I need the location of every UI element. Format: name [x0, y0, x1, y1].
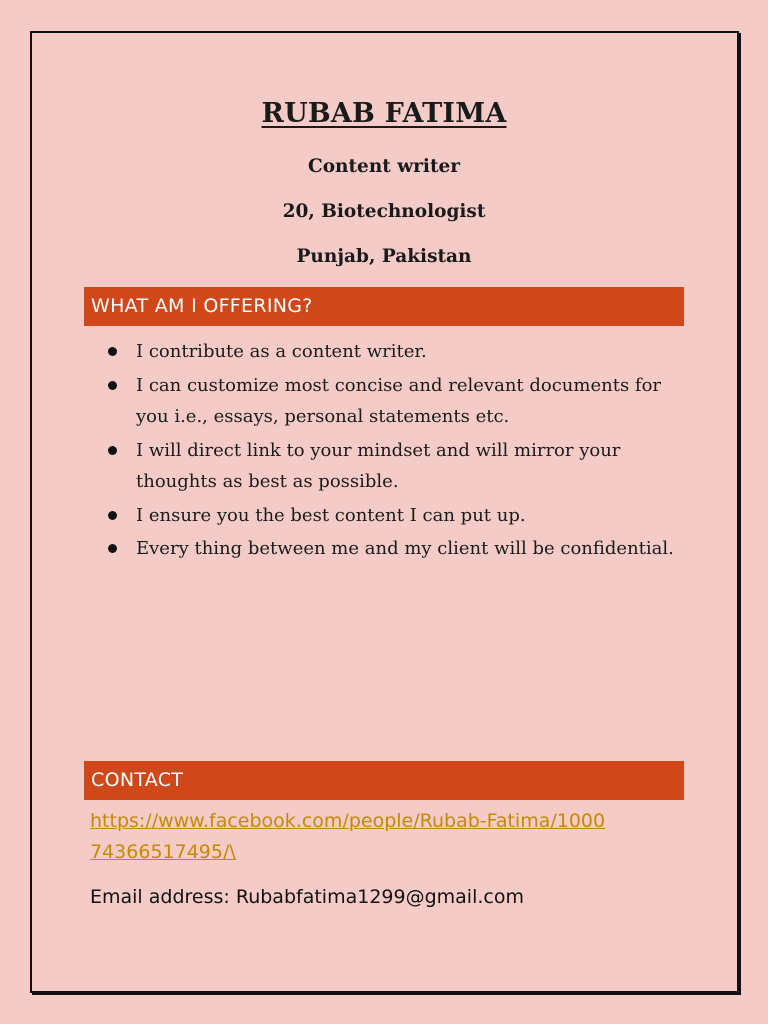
list-item [108, 336, 678, 368]
offering-section-heading: WHAT AM I OFFERING? [84, 287, 684, 326]
bullet-icon [108, 511, 117, 520]
job-title: Content writer [307, 156, 461, 177]
list-item-text: I ensure you the best content I can put up. [136, 504, 526, 526]
list-item [108, 370, 678, 433]
list-item-text: I will direct link to your mindset and will mirror your thoughts as best as possible. [136, 439, 621, 492]
bullet-icon [108, 381, 117, 390]
list-item-text: I can customize most concise and relevant documents for you i.e., essays, personal statements etc. [136, 374, 662, 427]
contact-section-heading: CONTACT [84, 761, 684, 800]
list-item [108, 435, 678, 498]
email-label: Email address: [90, 886, 230, 908]
list-item-text: Every thing between me and my client will be confidential. [136, 538, 674, 559]
list-item-text: I contribute as a content writer. [136, 341, 427, 362]
resume-name: RUBAB FATIMA [261, 98, 507, 129]
list-item [108, 500, 678, 532]
bullet-icon [108, 446, 117, 455]
age-profession: 20, Biotechnologist [282, 201, 486, 222]
email-row [90, 883, 524, 911]
facebook-link[interactable]: https://www.facebook.com/people/Rubab-Fatima/100074366517495/\ [90, 810, 606, 863]
offering-list [108, 336, 678, 567]
bullet-icon [108, 347, 117, 356]
email-address: Rubabfatima1299@gmail.com [235, 886, 524, 908]
list-item [108, 533, 678, 565]
location: Punjab, Pakistan [296, 246, 472, 267]
bullet-icon [108, 544, 117, 553]
